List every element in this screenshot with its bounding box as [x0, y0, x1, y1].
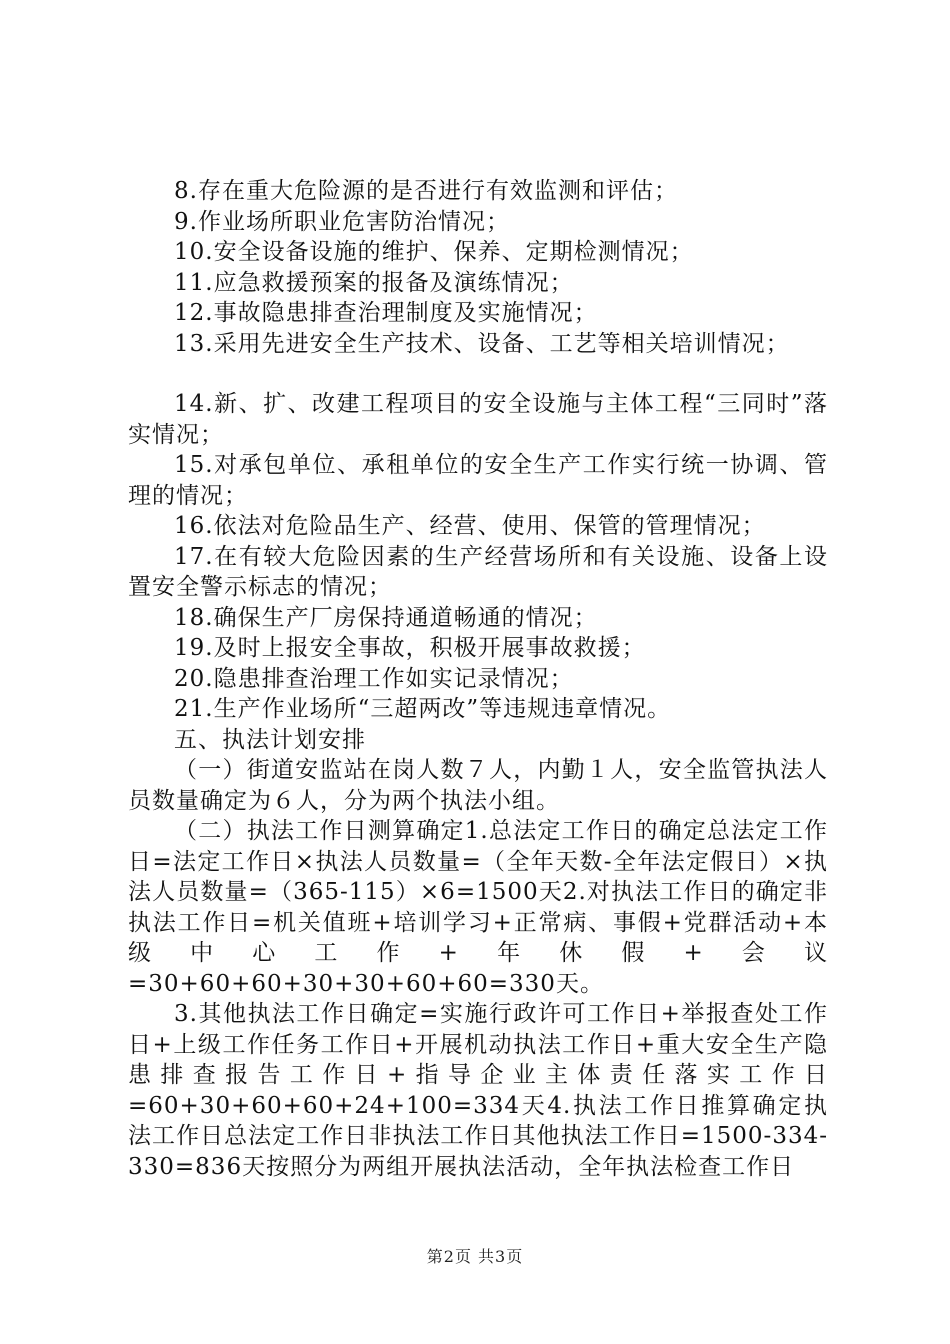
page-footer: 第2页 共3页 — [426, 1247, 524, 1266]
paragraph-item-8: 8.存在重大危险源的是否进行有效监测和评估； — [174, 178, 678, 204]
paragraph-item-19: 19.及时上报安全事故，积极开展事故救援； — [174, 635, 646, 661]
paragraph-item-14: 14.新、扩、改建工程项目的安全设施与主体工程“三同时”落实情况； — [128, 391, 828, 448]
paragraph-item-9: 9.作业场所职业危害防治情况； — [174, 208, 510, 235]
paragraph-item-13: 13.采用先进安全生产技术、设备、工艺等相关培训情况； — [174, 330, 790, 357]
paragraph-item-11: 11.应急救援预案的报备及演练情况； — [174, 269, 574, 296]
paragraph-item-15: 15.对承包单位、承租单位的安全生产工作实行统一协调、管理的情况； — [128, 452, 828, 509]
paragraph-item-17: 17.在有较大危险因素的生产经营场所和有关设施、设备上设置安全警示标志的情况； — [128, 543, 828, 600]
paragraph-item-12: 12.事故隐患排查治理制度及实施情况； — [174, 300, 598, 326]
paragraph-other-workdays: 3.其他执法工作日确定=实施行政许可工作日+举报查处工作日+上级工作任务工作日+开展机动执法工作日+重大安全生产隐患排查报告工作日+指导企业主体责任落实工作日=60+30+60+60+24+100=334天4.执法工作日推算确定执法工作日总法定工作日非执法工作日其他执法工作日=1500-334-330=836天按照分为两组开展执法活动，全年执法检查工作日 — [128, 1001, 828, 1180]
paragraph-staffing: （一）街道安监站在岗人数７人，内勤１人，安全监管执法人员数量确定为６人，分为两个执法小组。 — [128, 757, 828, 814]
paragraph-item-18: 18.确保生产厂房保持通道畅通的情况； — [174, 604, 598, 631]
paragraph-workday-calculation: （二）执法工作日测算确定1.总法定工作日的确定总法定工作日=法定工作日×执法人员数量=（全年天数-全年法定假日）×执法人员数量=（365-115）×6=1500天2.对执法工作日的确定非执法工作日=机关值班+培训学习+正常病、事假+党群活动+本级中心工作+年休假+会议=30+60+60+30+30+60+60=330天。 — [128, 818, 828, 997]
paragraph-item-10: 10.安全设备设施的维护、保养、定期检测情况； — [174, 239, 694, 265]
paragraph-item-21: 21.生产作业场所“三超两改”等违规违章情况。 — [174, 696, 672, 722]
paragraph-item-20: 20.隐患排查治理工作如实记录情况； — [174, 665, 574, 692]
section-heading: 五、执法计划安排 — [174, 726, 366, 753]
paragraph-item-16: 16.依法对危险品生产、经营、使用、保管的管理情况； — [174, 513, 766, 539]
document-body — [128, 176, 828, 1182]
